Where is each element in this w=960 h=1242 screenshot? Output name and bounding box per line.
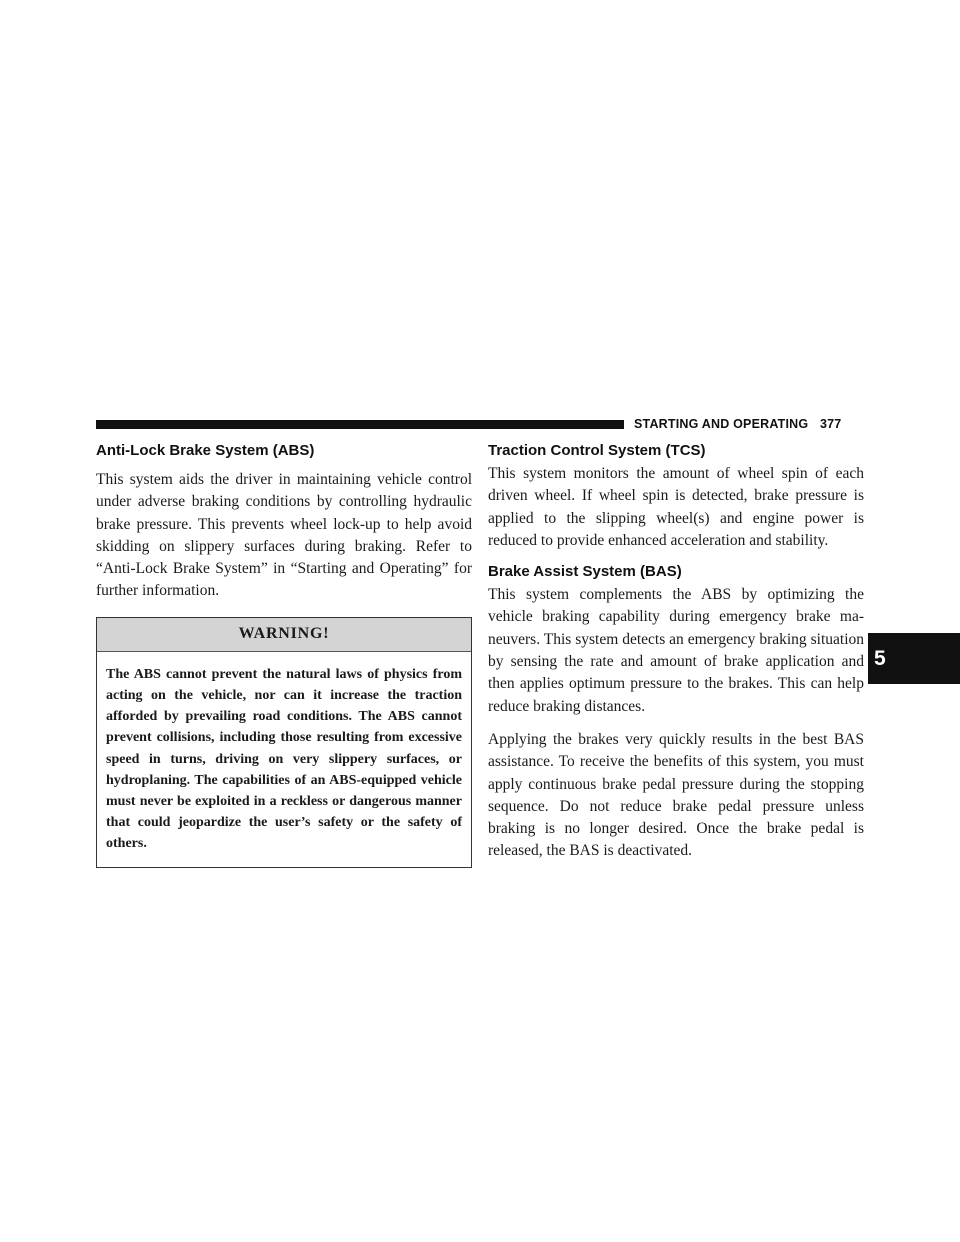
section-title: STARTING AND OPERATING <box>634 417 809 431</box>
page-number: 377 <box>820 417 842 431</box>
chapter-tab: 5 <box>868 633 960 684</box>
header-rule <box>96 420 624 429</box>
bas-heading: Brake Assist System (BAS) <box>488 563 682 581</box>
tcs-paragraph: This system monitors the amount of wheel spin of each driven wheel. If wheel spin is detected, brake pressure is applied to the slipping wheel(s) and engine power is reduced to provide enhanced acceleration and stability. <box>488 465 864 549</box>
warning-box <box>96 617 472 868</box>
warning-body: The ABS cannot prevent the natural laws of physics from acting on the vehicle, nor can it increase the traction afforded by prevailing road conditions. The ABS cannot prevent collisions, including those resulting from excessive speed in turns, driving on very slippery surfaces, or hydroplaning. The capabilities of an ABS-equipped vehicle must never be exploited in a reckless or dangerous manner that could jeopardize the user’s safety or the safety of others. <box>106 666 462 852</box>
bas-paragraph-2: Applying the brakes very quickly results in the best BAS assistance. To receive the benefits of this system, you must apply continuous brake pedal pressure during the stopping sequence. Do not reduce brake pedal pressure unless braking is no longer desired. Once the brake pedal is released, the BAS is deactivated. <box>488 730 864 860</box>
right-column <box>488 442 864 863</box>
abs-heading: Anti-Lock Brake System (ABS) <box>96 442 315 459</box>
warning-title: WARNING! <box>97 618 471 652</box>
bas-paragraph-1: This system complements the ABS by optimizing the vehicle braking capability during emergency brake maneuvers. This system detects an emergency braking situation by sensing the rate and amount of brake application and then applies optimum pressure to the brakes. This can help reduce braking distances. <box>488 586 864 715</box>
tcs-heading: Traction Control System (TCS) <box>488 442 706 459</box>
running-header <box>634 417 841 431</box>
left-column <box>96 442 472 868</box>
abs-paragraph: This system aids the driver in maintaining vehicle control under adverse braking conditions by controlling hydraulic brake pressure. This prevents wheel lock-up to help avoid skidding on slippery surfaces during braking. Refer to “Anti-Lock Brake System” in “Starting and Operating” for further information. <box>96 471 472 600</box>
